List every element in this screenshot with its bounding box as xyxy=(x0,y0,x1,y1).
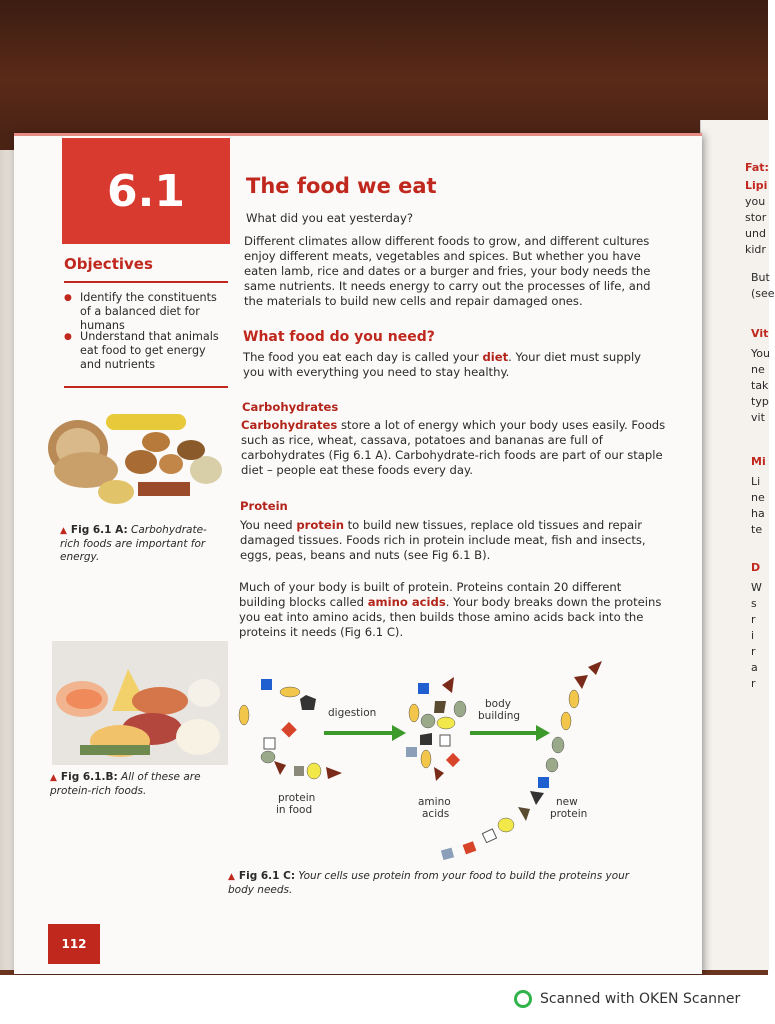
objectives-rule-top xyxy=(64,281,228,283)
new-protein-label-1: new xyxy=(556,796,578,808)
new-protein-label-2: protein xyxy=(550,808,588,820)
fig-a-text: Carbohydrate-rich foods are important for energy. xyxy=(60,524,207,563)
right-page-text-fragment: ne xyxy=(751,491,765,504)
fig-a-caption: ▲ Fig 6.1 A: Carbohydrate-rich foods are important for energy. xyxy=(60,524,207,563)
intro-paragraph: Different climates allow different foods to grow, and different cultures enjoy different meats, vegetables and spices. But whether you have eaten lamb, rice and dates or a burger and fries, your body needs the same nutrients. It needs energy to carry out the processes of life, and the materials to build new cells and repair damaged ones. xyxy=(244,234,651,308)
protein-in-food-label-2: in food xyxy=(276,804,313,816)
diet-term: diet xyxy=(482,350,509,364)
fig-c-caption: ▲ Fig 6.1 C: Your cells use protein from your food to build the proteins your body needs. xyxy=(228,870,630,896)
right-page-text-fragment: Mi xyxy=(751,455,766,468)
right-page-text-fragment: W xyxy=(751,581,762,594)
right-page-text-fragment: a xyxy=(751,661,758,674)
page-number: 112 xyxy=(48,924,100,964)
carbohydrate-foods-image xyxy=(46,400,224,512)
digestion-label: digestion xyxy=(328,707,377,719)
right-page-text-fragment: r xyxy=(751,645,756,658)
body-building-label-2: building xyxy=(478,710,521,722)
right-page-text-fragment: s xyxy=(751,597,757,610)
amino-acids-label-2: acids xyxy=(422,808,450,820)
carbs-paragraph xyxy=(241,418,669,478)
carbs-heading: Carbohydrates xyxy=(242,400,339,414)
protein-text: You need xyxy=(240,518,297,532)
protein-paragraph-2 xyxy=(239,580,667,640)
section-title: The food we eat xyxy=(246,174,437,198)
fig-c-label: Fig 6.1 C: xyxy=(238,870,296,882)
right-page-text-fragment: stor xyxy=(745,211,767,224)
new-protein-chain xyxy=(441,661,602,860)
objectives-rule-bottom xyxy=(64,386,228,388)
section-number: 6.1 xyxy=(107,165,185,217)
protein-text: to build new tissues, replace old tissues and repair damaged tissues. Foods rich in protein include meat, fish and insects, eggs, peas, beans and nuts (see Fig 6.1 B). xyxy=(240,518,646,562)
right-page-text-fragment: But xyxy=(751,271,770,284)
right-page-text-fragment: vit xyxy=(751,411,765,424)
right-page-text-fragment: D xyxy=(751,561,761,574)
protein-text: Much of your body is built of protein. Proteins contain 20 different building blocks called xyxy=(239,580,622,609)
need-heading: What food do you need? xyxy=(243,329,435,345)
scanner-watermark xyxy=(514,990,740,1008)
right-page-text-fragment: und xyxy=(745,227,766,240)
right-page-text-fragment: r xyxy=(751,677,756,690)
protein-digestion-diagram xyxy=(230,655,630,870)
scanner-text: Scanned with OKEN Scanner xyxy=(540,991,741,1007)
intro-question: What did you eat yesterday? xyxy=(246,211,413,225)
right-page-text-fragment: ha xyxy=(751,507,765,520)
fig-a-label: Fig 6.1 A: xyxy=(70,524,128,536)
amino-acids-cluster xyxy=(406,677,466,781)
oken-logo-icon xyxy=(514,990,532,1008)
right-page-text-fragment: ne xyxy=(751,363,765,376)
objective-item: ● Understand that animals eat food to get energy and nutrients xyxy=(80,330,230,372)
right-page-fragment xyxy=(700,120,775,970)
right-page-text-fragment: typ xyxy=(751,395,769,408)
amino-acids-label-1: amino xyxy=(418,796,451,808)
fig-b-text: All of these are protein-rich foods. xyxy=(50,771,201,797)
right-page-text-fragment: kidr xyxy=(745,243,766,256)
need-text: The food you eat each day is called your xyxy=(243,350,483,364)
protein-text: . Your body breaks down the proteins you eat into amino acids, then builds those amino acids back into the proteins it needs (Fig 6.1 C). xyxy=(239,595,662,639)
protein-in-food-chain xyxy=(239,679,342,779)
right-page-text-fragment: i xyxy=(751,629,755,642)
protein-term: protein xyxy=(296,518,344,532)
carbs-term: Carbohydrates xyxy=(241,418,338,432)
need-text: . Your diet must supply you with everything you need to stay healthy. xyxy=(243,350,642,379)
amino-acids-term: amino acids xyxy=(367,595,446,609)
right-page-text-fragment: Fat: xyxy=(745,161,769,174)
fig-c-text: Your cells use protein from your food to build the proteins your body needs. xyxy=(228,870,630,896)
objectives-title: Objectives xyxy=(64,255,153,273)
carbs-text: store a lot of energy which your body uses easily. Foods such as rice, wheat, cassava, potatoes and bananas are full of carbohydrates (Fig 6.1 A). Carbohydrate-rich foods are part of our staple diet – people eat these foods every day. xyxy=(241,418,666,477)
fig-b-label: Fig 6.1.B: xyxy=(60,771,118,783)
right-page-text-fragment: (see xyxy=(751,287,775,300)
section-number-box xyxy=(62,138,230,244)
right-page-text-fragment: Vit xyxy=(751,327,769,340)
protein-foods-image xyxy=(52,641,228,765)
right-page-text-fragment: te xyxy=(751,523,763,536)
right-page-text-fragment: you xyxy=(745,195,766,208)
right-page-text-fragment: tak xyxy=(751,379,769,392)
objective-item: ● Identify the constituents of a balanced diet for humans xyxy=(80,291,230,333)
right-page-text-fragment: You xyxy=(751,347,770,360)
fig-b-caption: ▲ Fig 6.1.B: All of these are protein-rich foods. xyxy=(50,771,201,797)
need-paragraph xyxy=(243,350,653,380)
protein-in-food-label-1: protein xyxy=(278,792,316,804)
body-building-label-1: body xyxy=(485,698,511,710)
protein-paragraph-1 xyxy=(240,518,668,563)
right-page-text-fragment: Lipi xyxy=(745,179,768,192)
protein-heading: Protein xyxy=(240,499,288,513)
right-page-text-fragment: r xyxy=(751,613,756,626)
right-page-text-fragment: Li xyxy=(751,475,761,488)
